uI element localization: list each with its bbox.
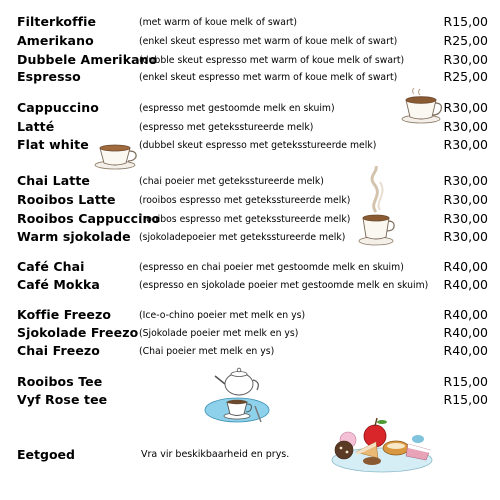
item-name: Rooibos Latte — [17, 192, 116, 207]
item-name: Latté — [17, 119, 55, 134]
item-name: Flat white — [17, 137, 89, 152]
menu-row — [0, 14, 500, 32]
item-price: R30,00 — [443, 52, 488, 67]
item-price: R30,00 — [443, 100, 488, 115]
item-price: R15,00 — [443, 374, 488, 389]
item-price: R30,00 — [443, 137, 488, 152]
item-description: (met warm of koue melk of swart) — [139, 17, 298, 28]
menu-row — [0, 137, 500, 155]
item-name: Cappuccino — [17, 100, 99, 115]
item-description: (rooibos espresso met geteksstureerde melk) — [139, 195, 351, 206]
item-name: Koffie Freezo — [17, 307, 112, 322]
item-name: Dubbele Amerikano — [17, 52, 158, 67]
steaming-coffee-icon — [358, 166, 396, 246]
item-name: Café Mokka — [17, 277, 100, 292]
item-price: R40,00 — [443, 259, 488, 274]
item-price: R30,00 — [443, 192, 488, 207]
item-name: Rooibos Cappuccino — [17, 211, 161, 226]
item-description: (sjokoladepoeier met geteksstureerde melk) — [139, 232, 346, 243]
item-name: Sjokolade Freezo — [17, 325, 139, 340]
item-name: Filterkoffie — [17, 14, 97, 29]
item-name: Vyf Rose tee — [17, 392, 108, 407]
item-description: (espresso met geteksstureerde melk) — [139, 122, 314, 133]
teapot-icon — [203, 366, 271, 428]
item-price: R30,00 — [443, 211, 488, 226]
item-name: Espresso — [17, 69, 81, 84]
item-description: (Chai poeier met melk en ys) — [139, 346, 275, 357]
item-price: R15,00 — [443, 14, 488, 29]
item-name: Chai Freezo — [17, 343, 100, 358]
item-description: (enkel skeut espresso met warm of koue melk of swart) — [139, 36, 398, 47]
menu-row — [0, 173, 500, 191]
item-price: R40,00 — [443, 277, 488, 292]
item-name: Café Chai — [17, 259, 85, 274]
menu-row — [0, 307, 500, 325]
menu-row — [0, 259, 500, 277]
item-name: Warm sjokolade — [17, 229, 131, 244]
item-name: Rooibos Tee — [17, 374, 103, 389]
item-name: Amerikano — [17, 33, 94, 48]
item-price: R40,00 — [443, 307, 488, 322]
item-price: R15,00 — [443, 392, 488, 407]
item-price: R25,00 — [443, 69, 488, 84]
item-description: (espresso en sjokolade poeier met gestoomde melk en skuim) — [139, 280, 429, 291]
menu-row — [0, 52, 500, 70]
item-price: R30,00 — [443, 173, 488, 188]
item-description: (dubbel skeut espresso met geteksstureerde melk) — [139, 140, 377, 151]
item-description: (Sjokolade poeier met melk en ys) — [139, 328, 299, 339]
item-name: Chai Latte — [17, 173, 90, 188]
menu-row — [0, 229, 500, 247]
menu-row — [0, 211, 500, 229]
food-note: Vra vir beskikbaarheid en prys. — [141, 449, 290, 460]
menu-row — [0, 33, 500, 51]
item-price: R40,00 — [443, 343, 488, 358]
coffee-cup-small-icon — [93, 140, 141, 170]
item-price: R40,00 — [443, 325, 488, 340]
item-price: R30,00 — [443, 119, 488, 134]
coffee-cup-icon — [400, 88, 444, 124]
cake-plate-icon — [330, 414, 436, 474]
item-description: (espresso en chai poeier met gestoomde melk en skuim) — [139, 262, 404, 273]
item-description: (enkel skeut espresso met warm of koue melk of swart) — [139, 72, 398, 83]
item-description: (espresso met gestoomde melk en skuim) — [139, 103, 335, 114]
item-price: R30,00 — [443, 229, 488, 244]
item-description: (chai poeier met geteksstureerde melk) — [139, 176, 324, 187]
menu-row — [0, 325, 500, 343]
menu-row — [0, 277, 500, 295]
menu-row — [0, 343, 500, 361]
item-description: (Ice-o-chino poeier met melk en ys) — [139, 310, 306, 321]
item-description: (rooibos espresso met geteksstureerde melk) — [139, 214, 351, 225]
menu-row — [0, 192, 500, 210]
food-heading: Eetgoed — [17, 447, 75, 462]
item-price: R25,00 — [443, 33, 488, 48]
menu-row — [0, 69, 500, 87]
item-description: (dubble skeut espresso met warm of koue melk of swart) — [139, 55, 405, 66]
